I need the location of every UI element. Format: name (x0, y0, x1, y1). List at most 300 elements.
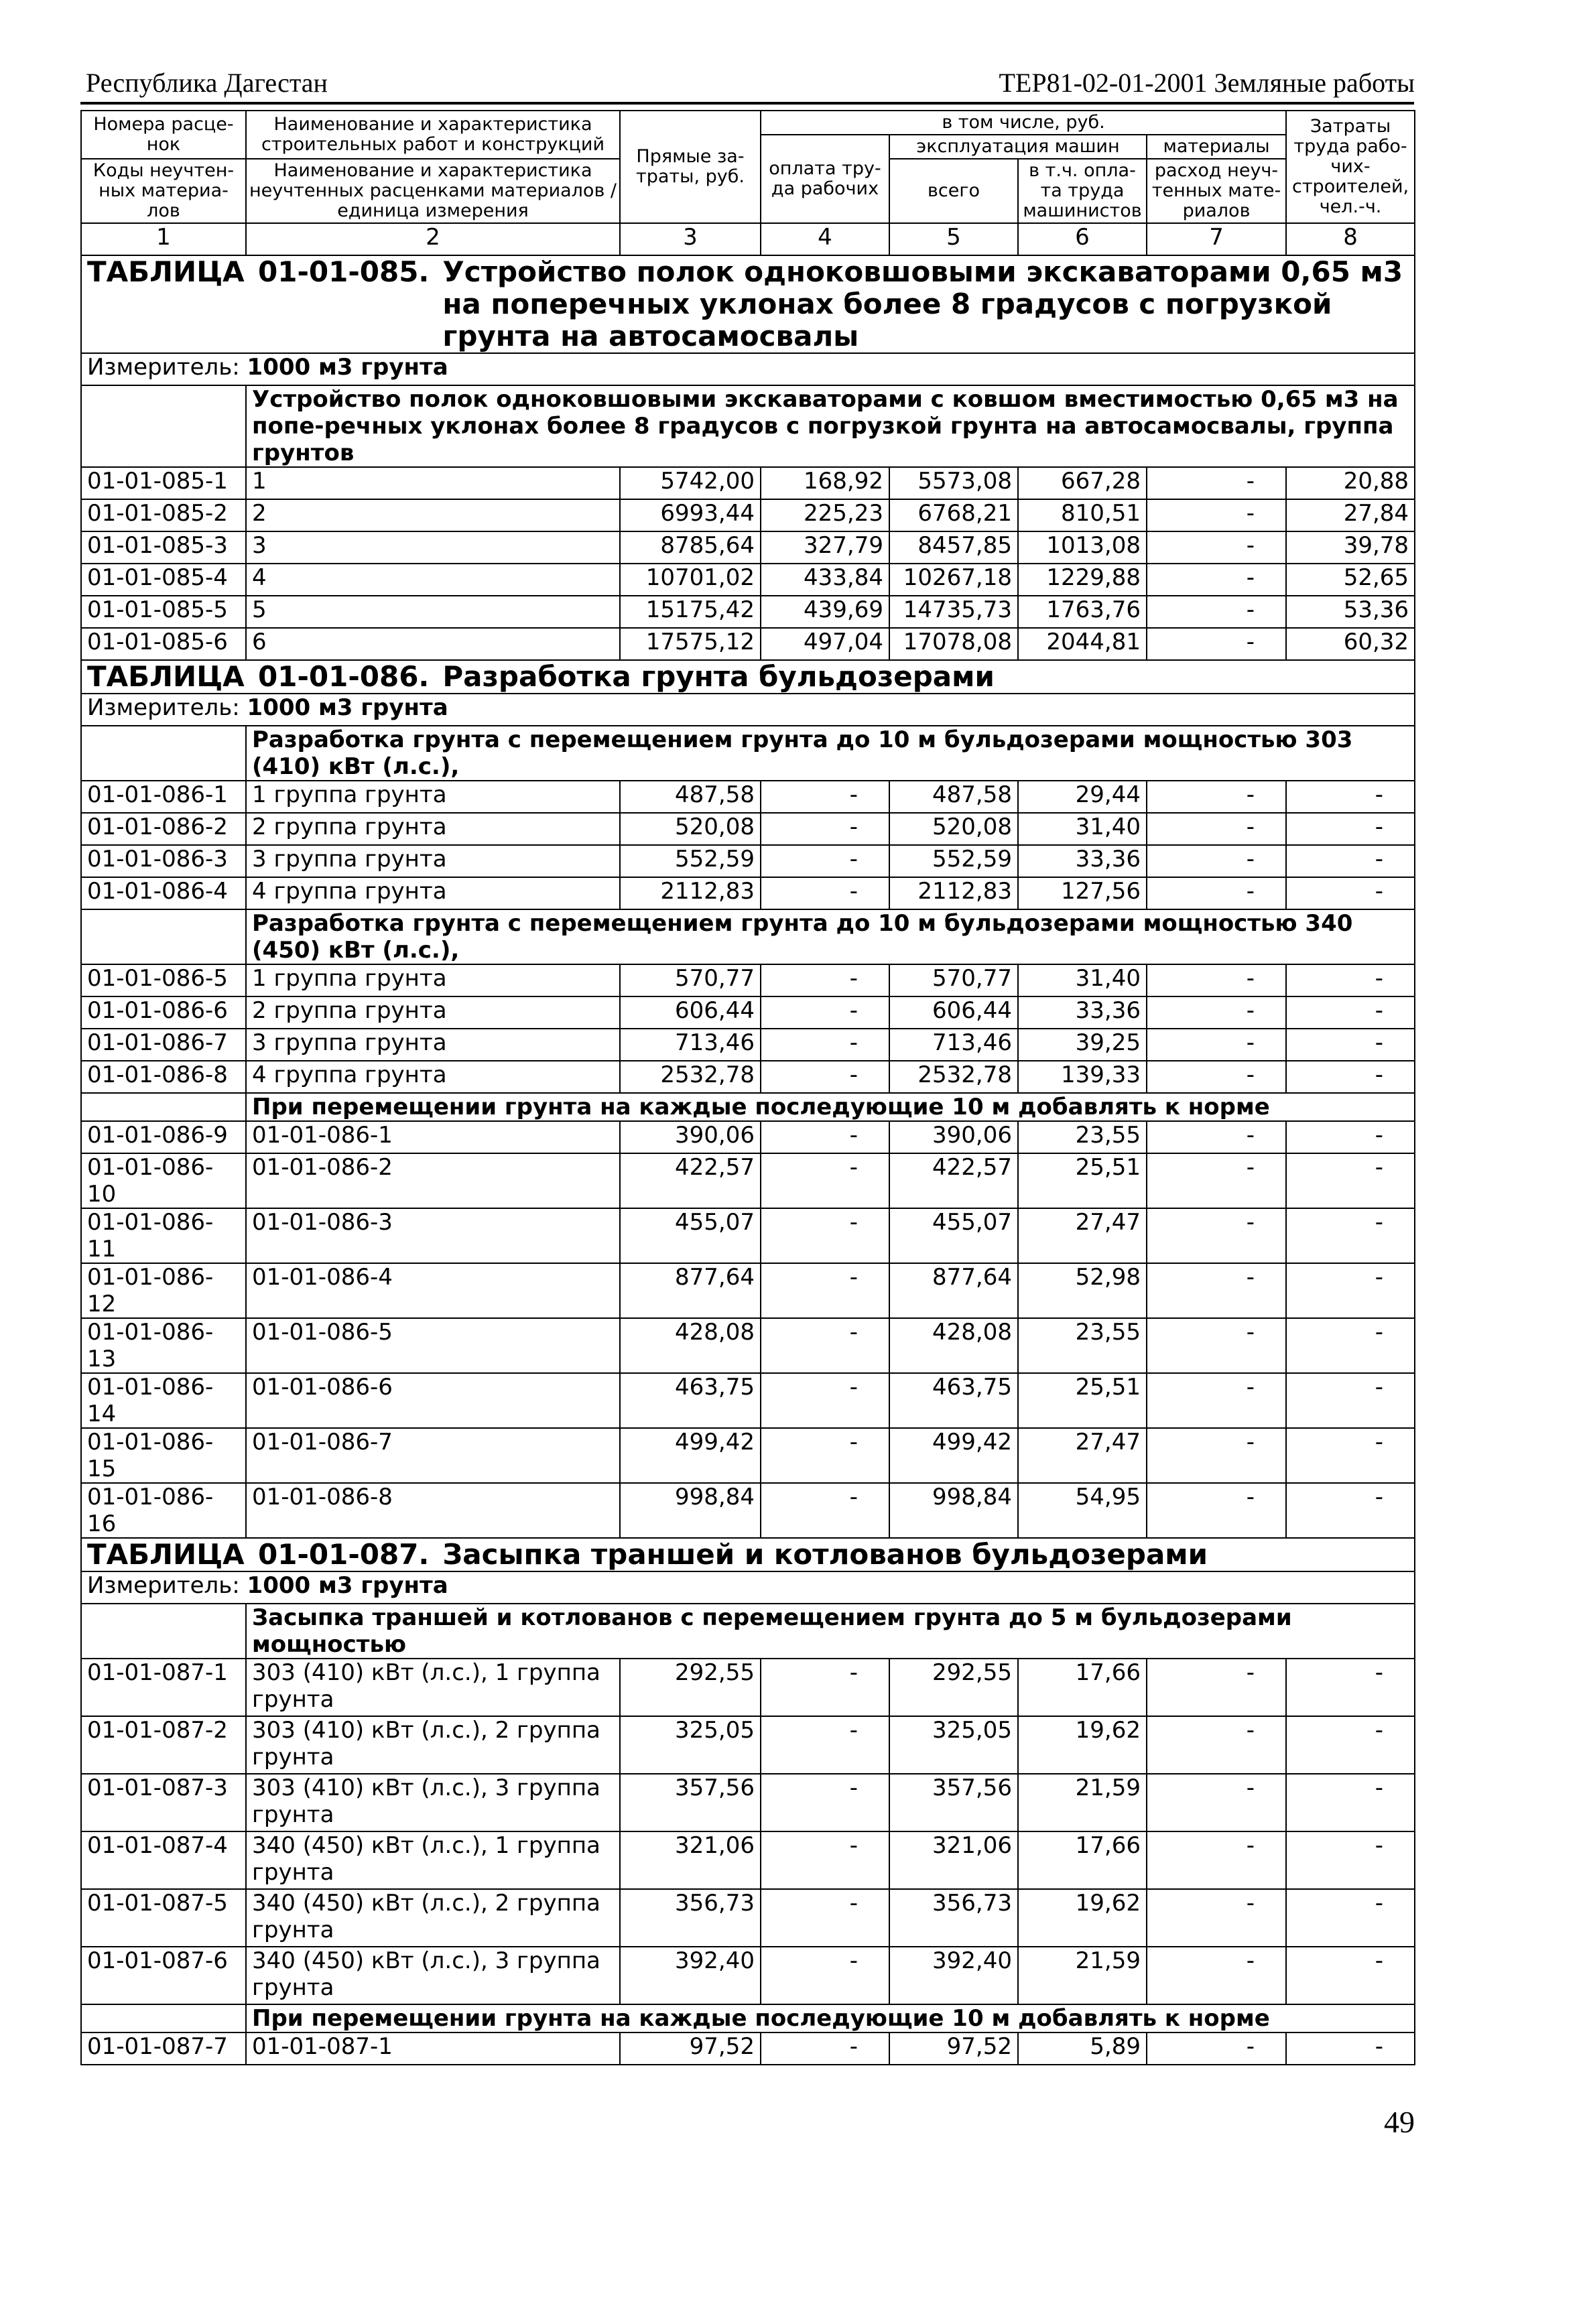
cell-hours: - (1286, 1889, 1415, 1947)
cell-name: 01-01-086-6 (246, 1373, 620, 1428)
cell-code: 01-01-087-3 (81, 1774, 246, 1831)
cell-mach-labor: 2044,81 (1018, 628, 1147, 660)
cell-code: 01-01-086-6 (81, 996, 246, 1029)
section-title: Засыпка траншей и котлованов с перемещением грунта до 5 м бульдозерами мощностью (246, 1604, 1415, 1659)
cell-hours: - (1286, 1153, 1415, 1208)
cell-mach-labor: 19,62 (1018, 1889, 1147, 1947)
cell-mach-labor: 5,89 (1018, 2032, 1147, 2065)
cell-mach-total: 877,64 (889, 1263, 1018, 1318)
cell-labor: - (761, 996, 889, 1029)
col-number: 1 (81, 223, 246, 255)
section-row (81, 909, 1415, 964)
cell-mach-total: 570,77 (889, 964, 1018, 996)
cell-mach-labor: 25,51 (1018, 1373, 1147, 1428)
col-header-code: Номера расце-нок (81, 111, 246, 159)
cell-materials: - (1147, 1659, 1286, 1716)
cell-labor: - (761, 1318, 889, 1373)
cell-name: 01-01-086-2 (246, 1153, 620, 1208)
cell-mach-labor: 25,51 (1018, 1153, 1147, 1208)
cell-direct: 520,08 (620, 813, 761, 845)
cell-mach-labor: 23,55 (1018, 1121, 1147, 1153)
col-header-materials: материалы (1147, 135, 1286, 159)
cell-hours: - (1286, 845, 1415, 877)
price-table (80, 110, 1415, 2065)
cell-labor: - (761, 1774, 889, 1831)
cell-direct: 356,73 (620, 1889, 761, 1947)
cell-direct: 97,52 (620, 2032, 761, 2065)
cell-hours: - (1286, 1061, 1415, 1093)
cell-mach-total: 10267,18 (889, 564, 1018, 596)
cell-labor: 168,92 (761, 467, 889, 499)
cell-materials: - (1147, 564, 1286, 596)
cell-mach-labor: 1763,76 (1018, 596, 1147, 628)
meter-value: 1000 м3 грунта (247, 694, 448, 721)
section-title: При перемещении грунта на каждые последующие 10 м добавлять к норме (246, 1093, 1415, 1121)
cell-direct: 713,46 (620, 1029, 761, 1061)
cell-name: 303 (410) кВт (л.с.), 2 группа грунта (246, 1716, 620, 1774)
table-row (81, 1153, 1415, 1208)
cell-materials: - (1147, 1061, 1286, 1093)
cell-mach-total: 2112,83 (889, 877, 1018, 909)
section-title: Устройство полок одноковшовыми экскаваторами с ковшом вместимостью 0,65 м3 на попе-речных уклонах более 8 градусов с погрузкой грунта на автосамосвалы, группа грунтов (246, 385, 1415, 467)
cell-hours: 27,84 (1286, 499, 1415, 531)
col-header-mat-usage: расход неуч-тенных мате-риалов (1147, 159, 1286, 223)
table-row (81, 1061, 1415, 1093)
cell-name: 1 группа грунта (246, 781, 620, 813)
cell-materials: - (1147, 628, 1286, 660)
cell-materials: - (1147, 1121, 1286, 1153)
cell-name: 2 (246, 499, 620, 531)
header-rule (80, 102, 1414, 105)
cell-labor: - (761, 2032, 889, 2065)
cell-materials: - (1147, 1716, 1286, 1774)
cell-materials: - (1147, 1947, 1286, 2004)
cell-code: 01-01-085-3 (81, 531, 246, 564)
cell-labor: - (761, 1716, 889, 1774)
table-row (81, 1318, 1415, 1373)
section-spacer (81, 385, 246, 467)
cell-code: 01-01-086-9 (81, 1121, 246, 1153)
table-label: ТАБЛИЦА (87, 255, 245, 288)
cell-code: 01-01-087-1 (81, 1659, 246, 1716)
table-number: 01-01-087. (258, 1538, 430, 1571)
cell-name: 340 (450) кВт (л.с.), 3 группа грунта (246, 1947, 620, 2004)
cell-mach-total: 463,75 (889, 1373, 1018, 1428)
cell-name: 340 (450) кВт (л.с.), 1 группа грунта (246, 1831, 620, 1889)
cell-name: 01-01-086-5 (246, 1318, 620, 1373)
cell-hours: - (1286, 1318, 1415, 1373)
cell-code: 01-01-087-5 (81, 1889, 246, 1947)
cell-mach-total: 97,52 (889, 2032, 1018, 2065)
cell-code: 01-01-085-2 (81, 499, 246, 531)
cell-mach-total: 390,06 (889, 1121, 1018, 1153)
cell-mach-labor: 21,59 (1018, 1947, 1147, 2004)
cell-materials: - (1147, 1263, 1286, 1318)
cell-mach-labor: 1229,88 (1018, 564, 1147, 596)
cell-code: 01-01-085-6 (81, 628, 246, 660)
cell-code: 01-01-086-1 (81, 781, 246, 813)
cell-code: 01-01-087-6 (81, 1947, 246, 2004)
cell-name: 01-01-087-1 (246, 2032, 620, 2065)
cell-code: 01-01-085-1 (81, 467, 246, 499)
cell-mach-labor: 29,44 (1018, 781, 1147, 813)
table-row (81, 596, 1415, 628)
cell-labor: - (761, 1121, 889, 1153)
table-label: ТАБЛИЦА (87, 1538, 245, 1571)
table-title (81, 660, 1415, 694)
cell-labor: 439,69 (761, 596, 889, 628)
cell-labor: - (761, 1831, 889, 1889)
page-number: 49 (1384, 2105, 1415, 2139)
table-row (81, 1483, 1415, 1538)
cell-code: 01-01-087-7 (81, 2032, 246, 2065)
col-number: 4 (761, 223, 889, 255)
cell-name: 303 (410) кВт (л.с.), 1 группа грунта (246, 1659, 620, 1716)
section-title: При перемещении грунта на каждые последующие 10 м добавлять к норме (246, 2004, 1415, 2032)
cell-direct: 292,55 (620, 1659, 761, 1716)
cell-mach-total: 392,40 (889, 1947, 1018, 2004)
cell-hours: 52,65 (1286, 564, 1415, 596)
table-row (81, 1029, 1415, 1061)
cell-hours: - (1286, 1831, 1415, 1889)
cell-labor: - (761, 1889, 889, 1947)
table-title-wrap (87, 1539, 1409, 1571)
cell-mach-total: 321,06 (889, 1831, 1018, 1889)
cell-code: 01-01-086-12 (81, 1263, 246, 1318)
cell-labor: - (761, 1947, 889, 2004)
cell-materials: - (1147, 2032, 1286, 2065)
table-row (81, 1263, 1415, 1318)
cell-direct: 877,64 (620, 1263, 761, 1318)
cell-code: 01-01-086-16 (81, 1483, 246, 1538)
meter-value: 1000 м3 грунта (247, 354, 448, 381)
table-title-row (81, 255, 1415, 353)
meter-value: 1000 м3 грунта (247, 1572, 448, 1599)
cell-labor: 327,79 (761, 531, 889, 564)
cell-hours: - (1286, 1428, 1415, 1483)
cell-mach-labor: 33,36 (1018, 996, 1147, 1029)
cell-hours: - (1286, 1774, 1415, 1831)
cell-name: 4 (246, 564, 620, 596)
table-row (81, 564, 1415, 596)
cell-labor: - (761, 1428, 889, 1483)
cell-labor: - (761, 1659, 889, 1716)
cell-code: 01-01-086-14 (81, 1373, 246, 1428)
cell-mach-labor: 27,47 (1018, 1208, 1147, 1263)
cell-direct: 998,84 (620, 1483, 761, 1538)
cell-hours: 60,32 (1286, 628, 1415, 660)
cell-labor: 433,84 (761, 564, 889, 596)
cell-hours: - (1286, 996, 1415, 1029)
column-number-row (81, 223, 1415, 255)
cell-name: 2 группа грунта (246, 813, 620, 845)
cell-mach-labor: 39,25 (1018, 1029, 1147, 1061)
cell-mach-labor: 33,36 (1018, 845, 1147, 877)
table-row (81, 1774, 1415, 1831)
column-header-row-1 (81, 111, 1415, 135)
cell-materials: - (1147, 1153, 1286, 1208)
table-heading: Засыпка траншей и котлованов бульдозерами (442, 1538, 1208, 1571)
section-spacer (81, 1093, 246, 1121)
cell-name: 303 (410) кВт (л.с.), 3 группа грунта (246, 1774, 620, 1831)
col-header-mach-labor: в т.ч. опла-та труда машинистов (1018, 159, 1147, 223)
col-header-name: Наименование и характеристика строительных работ и конструкций (246, 111, 620, 159)
header-document-code: ТЕР81-02-01-2001 Земляные работы (999, 68, 1415, 98)
cell-hours: - (1286, 964, 1415, 996)
cell-mach-labor: 54,95 (1018, 1483, 1147, 1538)
table-row (81, 499, 1415, 531)
table-meter (81, 353, 1415, 385)
cell-name: 4 группа грунта (246, 1061, 620, 1093)
cell-name: 01-01-086-4 (246, 1263, 620, 1318)
table-row (81, 628, 1415, 660)
table-row (81, 845, 1415, 877)
col-header-labor: оплата тру-да рабочих (761, 135, 889, 223)
cell-direct: 10701,02 (620, 564, 761, 596)
cell-mach-labor: 667,28 (1018, 467, 1147, 499)
cell-hours: - (1286, 1263, 1415, 1318)
table-meter-row (81, 353, 1415, 385)
cell-direct: 17575,12 (620, 628, 761, 660)
cell-materials: - (1147, 1318, 1286, 1373)
cell-hours: - (1286, 1483, 1415, 1538)
cell-materials: - (1147, 499, 1286, 531)
cell-direct: 321,06 (620, 1831, 761, 1889)
table-meter (81, 694, 1415, 726)
cell-materials: - (1147, 1483, 1286, 1538)
cell-labor: - (761, 1483, 889, 1538)
cell-direct: 15175,42 (620, 596, 761, 628)
cell-mach-total: 422,57 (889, 1153, 1018, 1208)
cell-direct: 422,57 (620, 1153, 761, 1208)
cell-hours: - (1286, 1659, 1415, 1716)
cell-mach-total: 356,73 (889, 1889, 1018, 1947)
cell-hours: 39,78 (1286, 531, 1415, 564)
cell-materials: - (1147, 1373, 1286, 1428)
cell-labor: - (761, 964, 889, 996)
cell-hours: 20,88 (1286, 467, 1415, 499)
table-title-row (81, 660, 1415, 694)
cell-mach-total: 487,58 (889, 781, 1018, 813)
cell-mach-labor: 127,56 (1018, 877, 1147, 909)
cell-hours: - (1286, 1373, 1415, 1428)
table-number: 01-01-085. (258, 255, 430, 288)
cell-name: 01-01-086-1 (246, 1121, 620, 1153)
cell-labor: - (761, 877, 889, 909)
cell-mach-total: 325,05 (889, 1716, 1018, 1774)
cell-mach-labor: 19,62 (1018, 1716, 1147, 1774)
section-spacer (81, 2004, 246, 2032)
cell-hours: - (1286, 877, 1415, 909)
cell-mach-labor: 17,66 (1018, 1659, 1147, 1716)
cell-code: 01-01-086-8 (81, 1061, 246, 1093)
table-row (81, 1121, 1415, 1153)
cell-labor: - (761, 781, 889, 813)
table-row (81, 2032, 1415, 2065)
cell-materials: - (1147, 596, 1286, 628)
cell-labor: - (761, 813, 889, 845)
cell-materials: - (1147, 964, 1286, 996)
table-row (81, 1947, 1415, 2004)
cell-mach-total: 520,08 (889, 813, 1018, 845)
cell-name: 2 группа грунта (246, 996, 620, 1029)
cell-materials: - (1147, 1029, 1286, 1061)
cell-code: 01-01-087-2 (81, 1716, 246, 1774)
cell-mach-total: 292,55 (889, 1659, 1018, 1716)
col-header-machines: эксплуатация машин (889, 135, 1147, 159)
cell-mach-labor: 139,33 (1018, 1061, 1147, 1093)
cell-code: 01-01-086-2 (81, 813, 246, 845)
cell-hours: - (1286, 1716, 1415, 1774)
table-row (81, 877, 1415, 909)
cell-mach-total: 2532,78 (889, 1061, 1018, 1093)
section-spacer (81, 909, 246, 964)
table-title-wrap (87, 661, 1409, 693)
cell-materials: - (1147, 877, 1286, 909)
cell-name: 01-01-086-7 (246, 1428, 620, 1483)
col-header-mach-total: всего (889, 159, 1018, 223)
table-row (81, 996, 1415, 1029)
cell-mach-total: 8457,85 (889, 531, 1018, 564)
cell-materials: - (1147, 845, 1286, 877)
cell-code: 01-01-085-5 (81, 596, 246, 628)
col-header-incl: в том числе, руб. (761, 111, 1286, 135)
section-spacer (81, 726, 246, 781)
table-row (81, 813, 1415, 845)
cell-name: 1 группа грунта (246, 964, 620, 996)
cell-direct: 428,08 (620, 1318, 761, 1373)
col-number: 2 (246, 223, 620, 255)
cell-mach-labor: 31,40 (1018, 964, 1147, 996)
cell-direct: 5742,00 (620, 467, 761, 499)
cell-hours: - (1286, 1208, 1415, 1263)
cell-labor: - (761, 1029, 889, 1061)
table-title (81, 1538, 1415, 1571)
cell-code: 01-01-086-15 (81, 1428, 246, 1483)
cell-mach-labor: 52,98 (1018, 1263, 1147, 1318)
meter-label: Измеритель: (87, 1572, 240, 1599)
cell-mach-total: 998,84 (889, 1483, 1018, 1538)
col-number: 8 (1286, 223, 1415, 255)
cell-labor: - (761, 1061, 889, 1093)
table-row (81, 467, 1415, 499)
col-header-hours: Затраты труда рабо-чих-строителей, чел.-ч. (1286, 111, 1415, 223)
cell-mach-labor: 27,47 (1018, 1428, 1147, 1483)
col-header-name-materials: Наименование и характеристика неучтенных расценками материалов / единица измерения (246, 159, 620, 223)
cell-materials: - (1147, 813, 1286, 845)
cell-mach-total: 357,56 (889, 1774, 1018, 1831)
cell-mach-total: 6768,21 (889, 499, 1018, 531)
cell-labor: 225,23 (761, 499, 889, 531)
cell-mach-total: 499,42 (889, 1428, 1018, 1483)
table-label: ТАБЛИЦА (87, 660, 245, 693)
cell-hours: - (1286, 1029, 1415, 1061)
cell-name: 3 (246, 531, 620, 564)
table-title-row (81, 1538, 1415, 1571)
cell-hours: - (1286, 781, 1415, 813)
col-number: 3 (620, 223, 761, 255)
cell-direct: 570,77 (620, 964, 761, 996)
cell-code: 01-01-086-7 (81, 1029, 246, 1061)
cell-mach-labor: 1013,08 (1018, 531, 1147, 564)
section-row (81, 2004, 1415, 2032)
section-row (81, 385, 1415, 467)
table-row (81, 781, 1415, 813)
cell-code: 01-01-086-3 (81, 845, 246, 877)
cell-code: 01-01-086-4 (81, 877, 246, 909)
cell-hours: - (1286, 2032, 1415, 2065)
cell-name: 3 группа грунта (246, 1029, 620, 1061)
cell-labor: - (761, 1373, 889, 1428)
cell-labor: 497,04 (761, 628, 889, 660)
cell-hours: - (1286, 813, 1415, 845)
cell-materials: - (1147, 781, 1286, 813)
cell-mach-labor: 31,40 (1018, 813, 1147, 845)
cell-direct: 392,40 (620, 1947, 761, 2004)
cell-materials: - (1147, 1208, 1286, 1263)
cell-mach-total: 713,46 (889, 1029, 1018, 1061)
section-spacer (81, 1604, 246, 1659)
table-meter-row (81, 1571, 1415, 1604)
cell-materials: - (1147, 467, 1286, 499)
section-title: Разработка грунта с перемещением грунта до 10 м бульдозерами мощностью 340 (450) кВт (л.с.), (246, 909, 1415, 964)
cell-direct: 455,07 (620, 1208, 761, 1263)
cell-materials: - (1147, 531, 1286, 564)
cell-direct: 6993,44 (620, 499, 761, 531)
cell-code: 01-01-086-5 (81, 964, 246, 996)
cell-direct: 390,06 (620, 1121, 761, 1153)
cell-mach-total: 14735,73 (889, 596, 1018, 628)
cell-labor: - (761, 1263, 889, 1318)
col-number: 6 (1018, 223, 1147, 255)
section-row (81, 1604, 1415, 1659)
cell-mach-total: 606,44 (889, 996, 1018, 1029)
section-row (81, 726, 1415, 781)
section-title: Разработка грунта с перемещением грунта до 10 м бульдозерами мощностью 303 (410) кВт (л.с.), (246, 726, 1415, 781)
cell-name: 4 группа грунта (246, 877, 620, 909)
cell-name: 01-01-086-3 (246, 1208, 620, 1263)
cell-code: 01-01-085-4 (81, 564, 246, 596)
cell-direct: 2112,83 (620, 877, 761, 909)
table-row (81, 1716, 1415, 1774)
cell-code: 01-01-086-11 (81, 1208, 246, 1263)
cell-direct: 606,44 (620, 996, 761, 1029)
table-title-wrap (87, 256, 1409, 352)
cell-code: 01-01-087-4 (81, 1831, 246, 1889)
table-row (81, 1889, 1415, 1947)
cell-hours: 53,36 (1286, 596, 1415, 628)
section-row (81, 1093, 1415, 1121)
col-number: 7 (1147, 223, 1286, 255)
cell-mach-labor: 17,66 (1018, 1831, 1147, 1889)
cell-direct: 2532,78 (620, 1061, 761, 1093)
table-meter-row (81, 694, 1415, 726)
table-title (81, 255, 1415, 353)
cell-name: 1 (246, 467, 620, 499)
cell-mach-total: 455,07 (889, 1208, 1018, 1263)
col-header-code-materials: Коды неучтен-ных материа-лов (81, 159, 246, 223)
table-heading: Устройство полок одноковшовыми экскаваторами 0,65 м3 на поперечных уклонах более 8 градусов с погрузкой грунта на автосамосвалы (442, 255, 1403, 352)
cell-mach-total: 428,08 (889, 1318, 1018, 1373)
header-region: Республика Дагестан (86, 68, 328, 98)
cell-direct: 463,75 (620, 1373, 761, 1428)
table-row (81, 1659, 1415, 1716)
meter-label: Измеритель: (87, 354, 240, 381)
cell-materials: - (1147, 1889, 1286, 1947)
cell-name: 3 группа грунта (246, 845, 620, 877)
cell-direct: 552,59 (620, 845, 761, 877)
table-number: 01-01-086. (258, 660, 430, 693)
